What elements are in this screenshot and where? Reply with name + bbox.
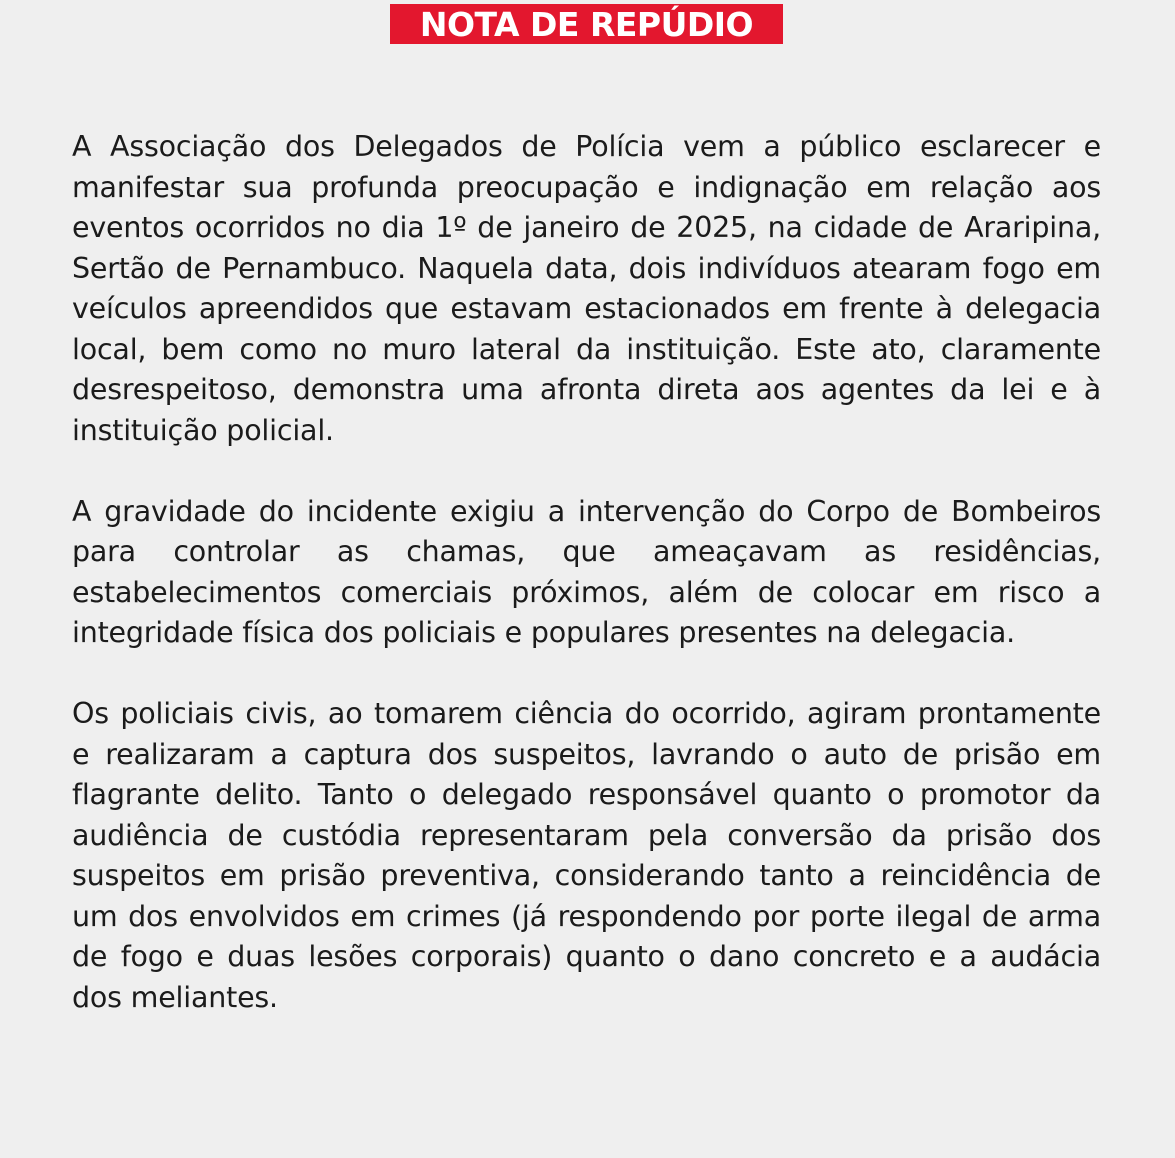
paragraph-2: A gravidade do incidente exigiu a intervenção do Corpo de Bombeiros para controlar as chamas, que ameaçavam as residências, estabelecimentos comerciais próximos, além de colocar em risco a integridade física dos policiais e populares presentes na delegacia.	[72, 494, 1101, 649]
document-body	[72, 127, 1101, 1018]
page-title: NOTA DE REPÚDIO	[390, 4, 783, 44]
paragraph-1: A Associação dos Delegados de Polícia vem a público esclarecer e manifestar sua profunda preocupação e indignação em relação aos eventos ocorridos no dia 1º de janeiro de 2025, na cidade de Araripina, Sertão de Pernambuco. Naquela data, dois indivíduos atearam fogo em veículos apreendidos que estavam estacionados em frente à delegacia local, bem como no muro lateral da instituição. Este ato, claramente desrespeitoso, demonstra uma afronta direta aos agentes da lei e à instituição policial.	[72, 130, 1101, 447]
paragraph-3: Os policiais civis, ao tomarem ciência do ocorrido, agiram prontamente e realizaram a captura dos suspeitos, lavrando o auto de prisão em flagrante delito. Tanto o delegado responsável quanto o promotor da audiência de custódia representaram pela conversão da prisão dos suspeitos em prisão preventiva, considerando tanto a reincidência de um dos envolvidos em crimes (já respondendo por porte ilegal de arma de fogo e duas lesões corporais) quanto o dano concreto e a audácia dos meliantes.	[72, 697, 1101, 1014]
